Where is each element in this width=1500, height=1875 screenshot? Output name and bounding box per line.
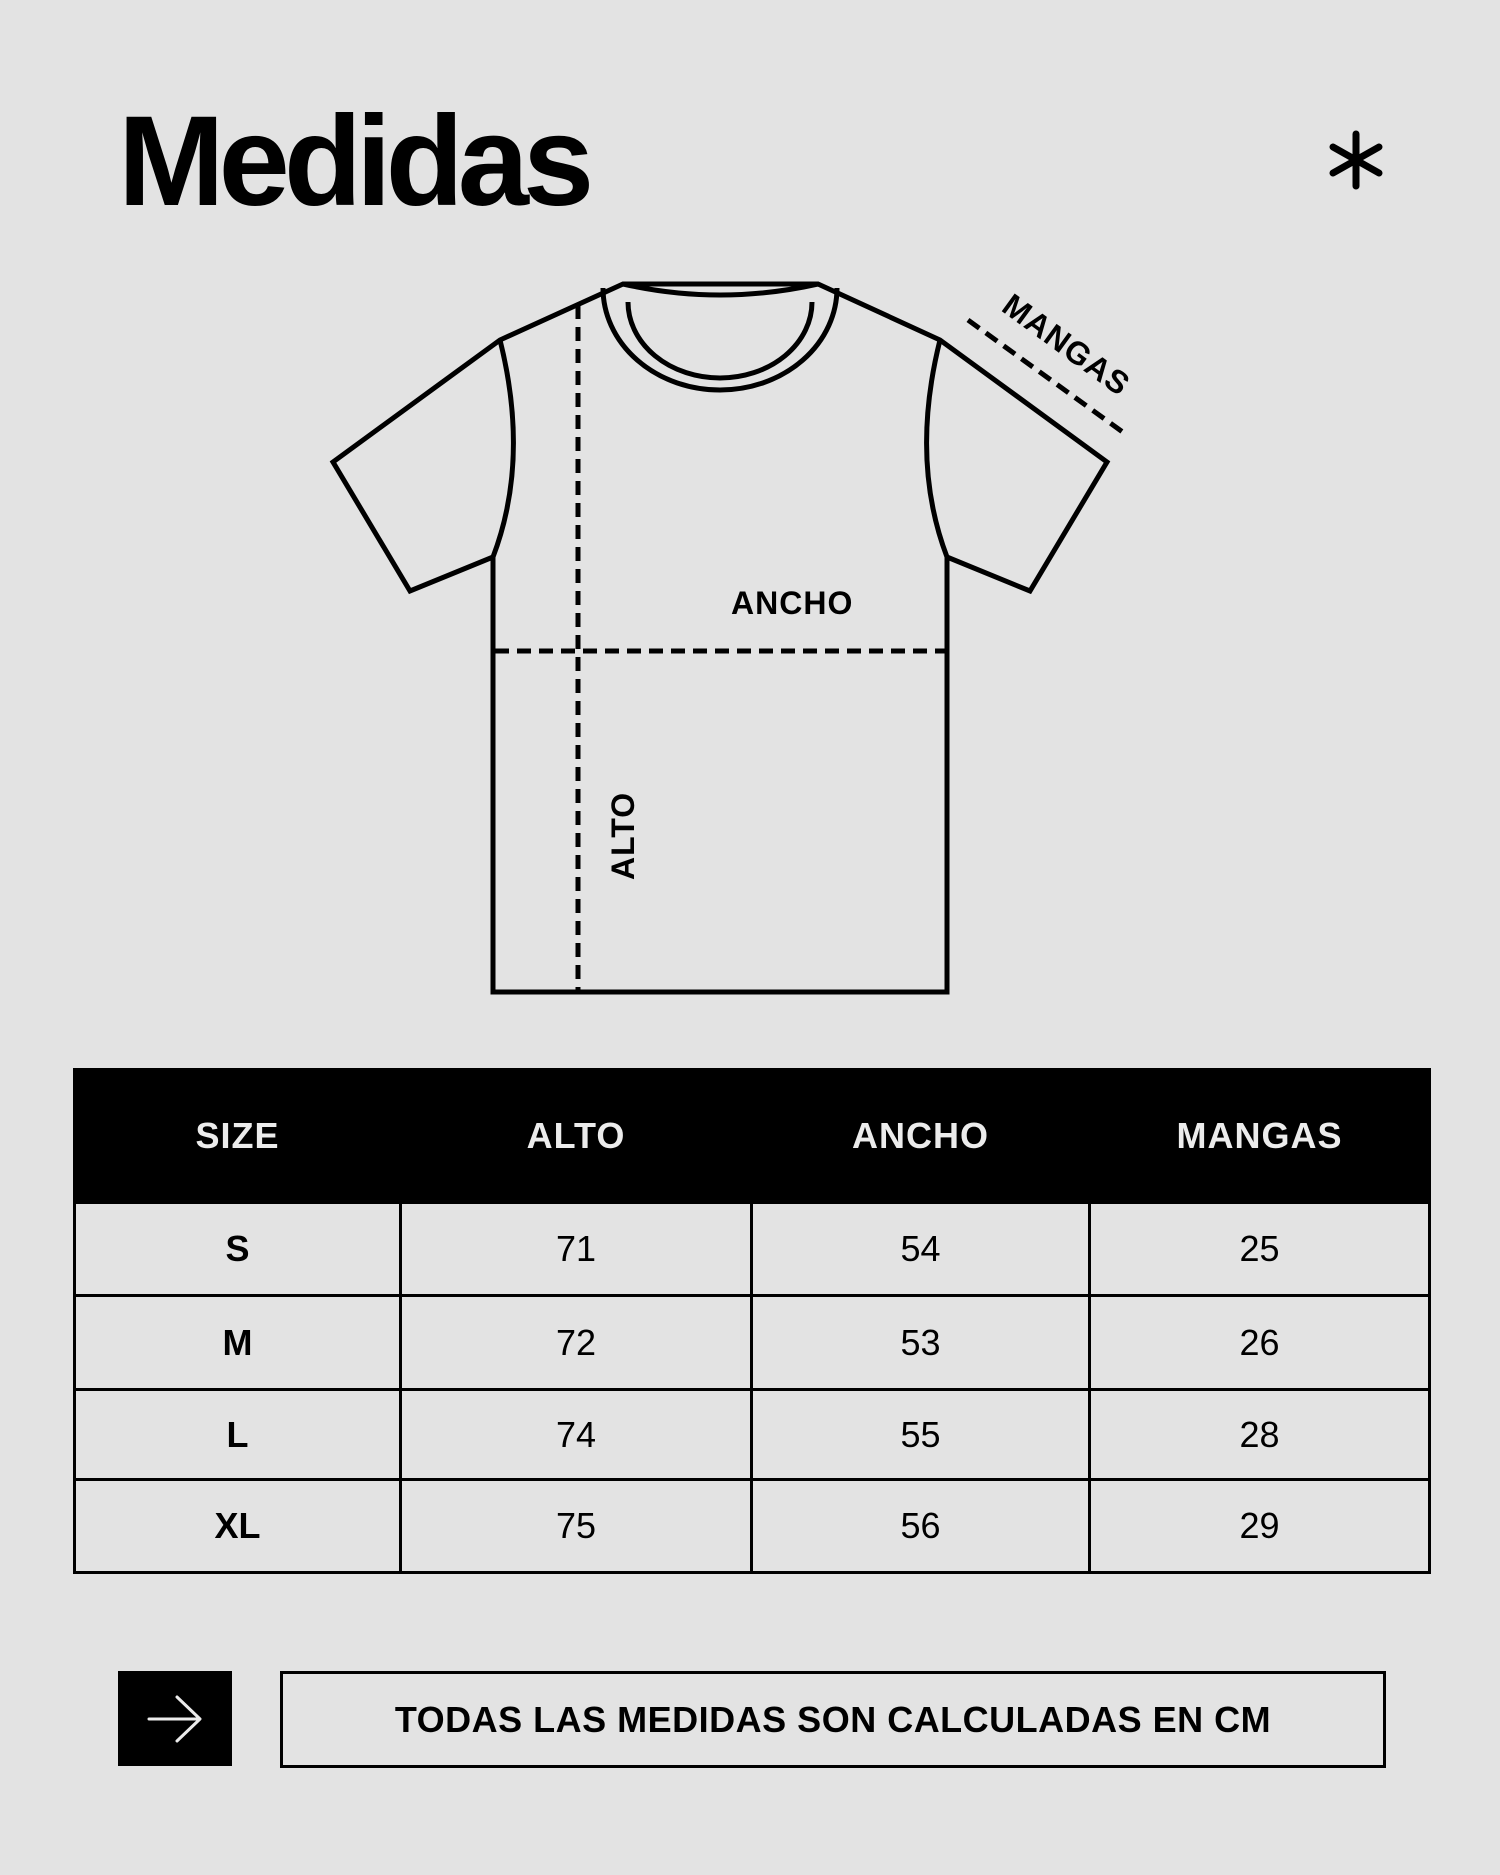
- alto-cell: 71: [401, 1203, 752, 1296]
- mangas-cell: 29: [1090, 1480, 1430, 1573]
- mangas-cell: 25: [1090, 1203, 1430, 1296]
- table-row: [75, 1480, 1430, 1573]
- header-alto: ALTO: [401, 1070, 752, 1203]
- header-size: SIZE: [75, 1070, 401, 1203]
- alto-cell: 74: [401, 1390, 752, 1480]
- table-row: [75, 1390, 1430, 1480]
- mangas-cell: 28: [1090, 1390, 1430, 1480]
- header-ancho: ANCHO: [752, 1070, 1090, 1203]
- left-sleeve-seam: [493, 340, 513, 557]
- right-sleeve-seam: [927, 340, 947, 557]
- collar-inner: [628, 302, 812, 378]
- table-row: [75, 1296, 1430, 1390]
- alto-cell: 75: [401, 1480, 752, 1573]
- arrow-right-icon: [146, 1694, 204, 1744]
- length-label: ALTO: [605, 791, 641, 880]
- page-title: Medidas: [118, 90, 589, 233]
- ancho-cell: 56: [752, 1480, 1090, 1573]
- units-note: TODAS LAS MEDIDAS SON CALCULADAS EN CM: [280, 1671, 1386, 1768]
- header-mangas: MANGAS: [1090, 1070, 1430, 1203]
- table-header-row: [75, 1070, 1430, 1203]
- size-cell: L: [75, 1390, 401, 1480]
- size-cell: S: [75, 1203, 401, 1296]
- size-cell: XL: [75, 1480, 401, 1573]
- size-table: [73, 1068, 1431, 1574]
- table-row: [75, 1203, 1430, 1296]
- ancho-cell: 54: [752, 1203, 1090, 1296]
- width-label: ANCHO: [731, 585, 854, 621]
- ancho-cell: 55: [752, 1390, 1090, 1480]
- alto-cell: 72: [401, 1296, 752, 1390]
- size-cell: M: [75, 1296, 401, 1390]
- ancho-cell: 53: [752, 1296, 1090, 1390]
- mangas-cell: 26: [1090, 1296, 1430, 1390]
- sleeve-label: MANGAS: [995, 286, 1137, 403]
- arrow-button[interactable]: [118, 1671, 232, 1766]
